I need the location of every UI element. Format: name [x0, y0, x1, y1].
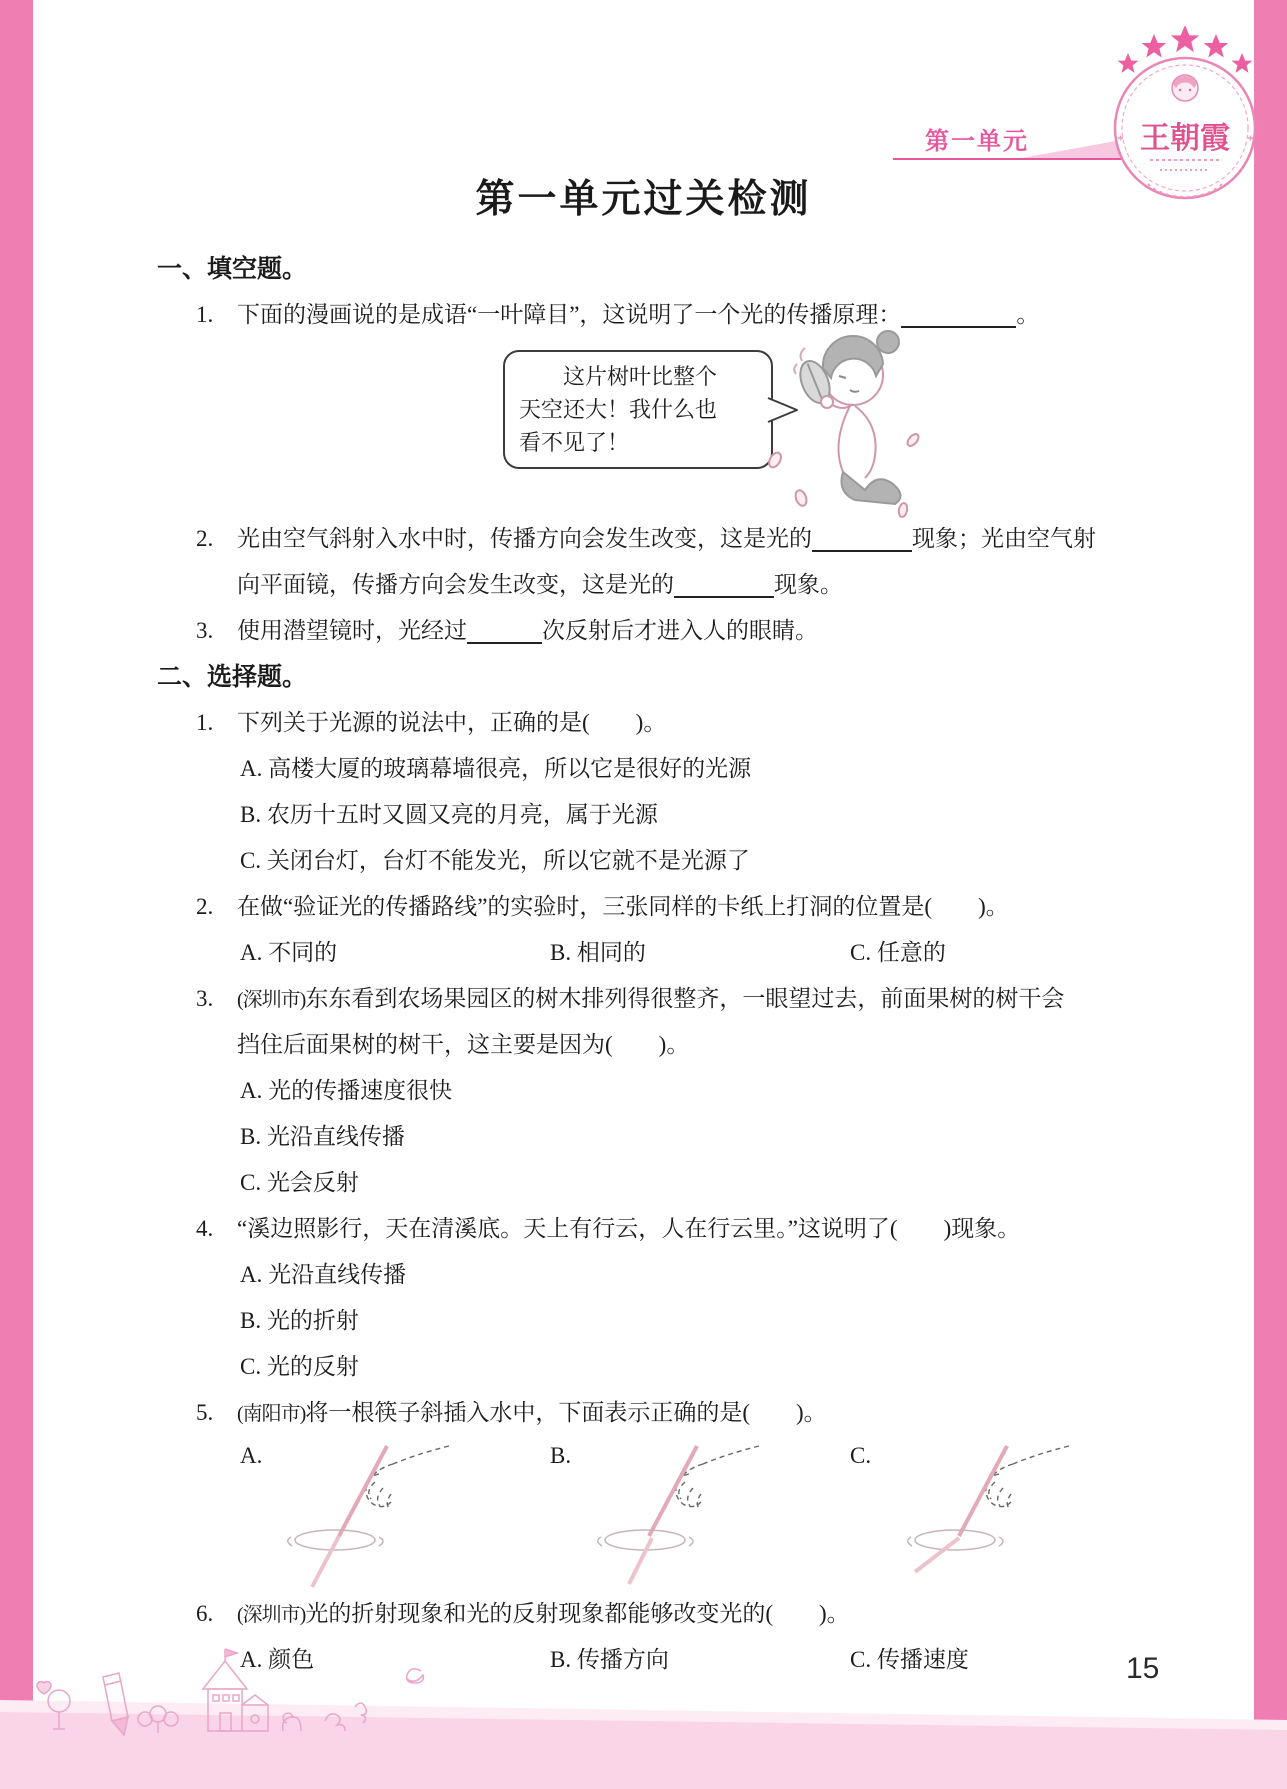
speech-bubble-text: 看不见了！ [519, 430, 630, 455]
speech-bubble [503, 350, 773, 469]
right-edge-band [1254, 0, 1287, 1789]
footer-doodles-illustration [25, 1643, 445, 1739]
choice-q4-option-c: C. 光的反射 [240, 1354, 359, 1379]
fill-q1 [157, 292, 1087, 338]
question-number: 1. [196, 302, 214, 327]
question-number: 1. [196, 710, 214, 735]
choice-q2 [157, 884, 1087, 930]
question-text: 次反射后才进入人的眼睛。 [542, 618, 818, 643]
choice-q3-option-b: B. 光沿直线传播 [240, 1124, 405, 1149]
section-fill-heading: 一、填空题。 [157, 255, 308, 283]
answer-blank [674, 588, 774, 598]
comic-illustration [157, 338, 1087, 516]
question-text: 使用潜望镜时，光经过 [237, 618, 467, 643]
choice-q6-option-b: B. 传播方向 [550, 1647, 669, 1672]
brand-stamp-icon [1088, 26, 1278, 206]
choice-q3-option-a: A. 光的传播速度很快 [240, 1078, 453, 1103]
choice-q4-option-b: B. 光的折射 [240, 1308, 359, 1333]
question-number: 2. [196, 526, 214, 551]
choice-q5 [157, 1390, 1087, 1436]
chopstick-in-water-figure-a [277, 1432, 457, 1590]
speech-bubble-text: 这片树叶比整个 [563, 364, 718, 389]
choice-q3-line1 [157, 976, 1087, 1022]
choice-q6 [157, 1591, 1087, 1637]
chopstick-in-water-figure-c [897, 1432, 1077, 1590]
section-choice-heading: 二、选择题。 [157, 663, 308, 691]
speech-bubble-text: 天空还大！我什么也 [519, 397, 718, 422]
source-city-tag: (深圳市) [237, 989, 306, 1011]
question-text: 将一根筷子斜插入水中，下面表示正确的是( )。 [305, 1400, 827, 1425]
unit-header-label: 第一单元 [925, 128, 1029, 155]
question-number: 2. [196, 894, 214, 919]
worksheet-body [157, 246, 1096, 1683]
page-title: 第一单元过关检测 [475, 178, 812, 221]
stamp-face-icon [1172, 75, 1198, 101]
choice-q6-option-c: C. 传播速度 [850, 1647, 969, 1672]
answer-blank [812, 542, 912, 552]
question-number: 3. [196, 618, 214, 643]
choice-q3-line2: 挡住后面果树的树干，这主要是因为( )。 [237, 1032, 690, 1057]
choice-q5-label-a: A. [240, 1443, 263, 1468]
question-text: 光由空气斜射入水中时，传播方向会发生改变，这是光的 [237, 526, 812, 551]
choice-q1-option-c: C. 关闭台灯，台灯不能发光，所以它就不是光源了 [240, 848, 750, 873]
question-text: 现象；光由空气射 [912, 526, 1096, 551]
choice-q2-option-b: B. 相同的 [550, 940, 646, 965]
choice-q6-option-a: A. 颜色 [240, 1647, 315, 1672]
choice-q5-label-c: C. [850, 1443, 872, 1468]
choice-q1-option-b: B. 农历十五时又圆又亮的月亮，属于光源 [240, 802, 658, 827]
choice-q3-option-c: C. 光会反射 [240, 1170, 359, 1195]
question-text: 东东看到农场果园区的树木排列得很整齐，一眼望过去，前面果树的树干会 [305, 986, 1065, 1011]
source-city-tag: (南阳市) [237, 1403, 306, 1425]
left-edge-band [0, 0, 33, 1789]
choice-q5-label-b: B. [550, 1443, 572, 1468]
question-text: 向平面镜，传播方向会发生改变，这是光的 [237, 572, 674, 597]
question-number: 5. [196, 1400, 214, 1425]
source-city-tag: (深圳市) [237, 1604, 306, 1626]
stamp-brand-text: 王朝霞 [1140, 122, 1230, 155]
person-with-leaf-illustration [753, 320, 938, 525]
choice-q1-option-a: A. 高楼大厦的玻璃幕墙很亮，所以它是很好的光源 [240, 756, 752, 781]
question-text: 。 [1016, 302, 1040, 327]
choice-q5-image-options [157, 1436, 1087, 1591]
fill-q3 [157, 608, 1087, 654]
choice-q2-option-c: C. 任意的 [850, 940, 946, 965]
question-text: 下面的漫画说的是成语“一叶障目”，这说明了一个光的传播原理： [237, 302, 902, 327]
choice-q4 [157, 1206, 1087, 1252]
chopstick-in-water-figure-b [587, 1432, 767, 1590]
question-number: 3. [196, 986, 214, 1011]
answer-blank [467, 634, 542, 644]
choice-q2-options [157, 930, 1087, 976]
question-text: 现象。 [774, 572, 843, 597]
question-number: 4. [196, 1216, 214, 1241]
question-text: 在做“验证光的传播路线”的实验时，三张同样的卡纸上打洞的位置是( )。 [237, 894, 1009, 919]
choice-q2-option-a: A. 不同的 [240, 940, 338, 965]
question-text: 下列关于光源的说法中，正确的是( )。 [237, 710, 667, 735]
fill-q2-line1 [157, 516, 1096, 562]
page-number: 15 [1126, 1652, 1160, 1685]
choice-q1 [157, 700, 1087, 746]
question-number: 6. [196, 1601, 214, 1626]
question-text: “溪边照影行，天在清溪底。天上有行云，人在行云里。”这说明了( )现象。 [237, 1216, 1021, 1241]
fill-q2-line2 [157, 562, 1087, 608]
choice-q4-option-a: A. 光沿直线传播 [240, 1262, 407, 1287]
question-text: 光的折射现象和光的反射现象都能够改变光的( )。 [305, 1601, 850, 1626]
